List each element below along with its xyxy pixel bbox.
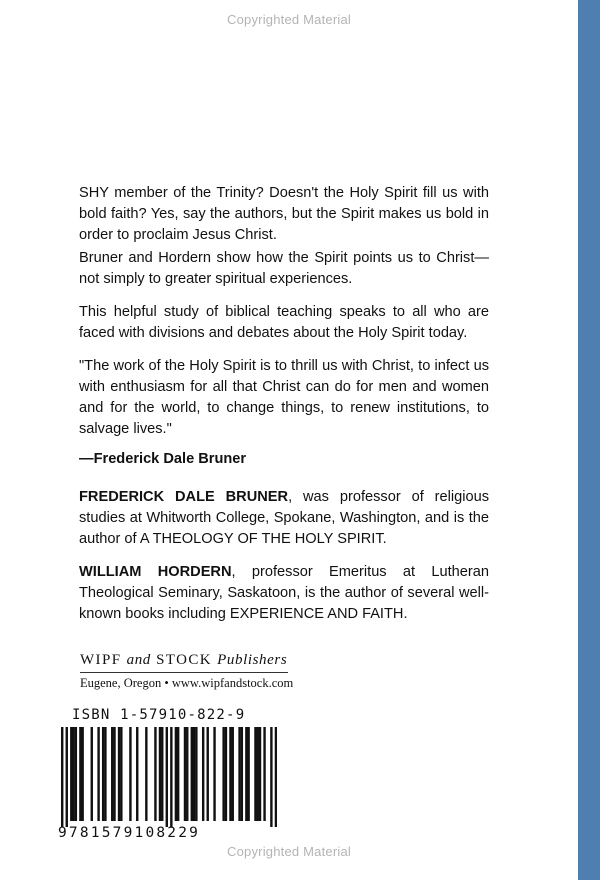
- quote-text: "The work of the Holy Spirit is to thrill us with Christ, to infect us with enthusiasm for all that Christ can do for men and women and for the world, to change things, to renew institutions, to salvage lives.": [79, 358, 489, 437]
- barcode-bar: [166, 727, 168, 827]
- blurb-text-3: This helpful study of biblical teaching speaks to all who are faced with divisions and debates about the Holy Spirit today.: [79, 304, 489, 341]
- watermark-top: Copyrighted Material: [227, 12, 351, 27]
- author-bio-bruner: [79, 487, 489, 550]
- author-name-bruner: FREDERICK DALE BRUNER: [79, 489, 289, 505]
- quote-signature: [79, 449, 489, 470]
- barcode-bar: [91, 727, 93, 821]
- barcode-bar: [270, 727, 272, 827]
- barcode-bar: [263, 727, 265, 821]
- barcode-bar: [222, 727, 224, 821]
- barcode-bar: [247, 727, 249, 821]
- spine-edge: [578, 0, 600, 880]
- barcode-bar: [229, 727, 231, 821]
- barcode-bar: [238, 727, 240, 821]
- barcode-bar: [232, 727, 234, 821]
- barcode-bar: [72, 727, 74, 821]
- publisher-name-1: WIPF: [80, 652, 122, 668]
- barcode-bar: [159, 727, 161, 821]
- publisher-location: Eugene, Oregon • www.wipfandstock.com: [80, 676, 294, 690]
- barcode-bar: [259, 727, 261, 821]
- publisher-rule: [80, 672, 288, 673]
- barcode-bar: [257, 727, 259, 821]
- blurb-paragraph-1: [79, 183, 489, 246]
- blurb-text-2: Bruner and Hordern show how the Spirit points us to Christ—not simply to greater spiritual experiences.: [79, 250, 489, 287]
- barcode-bar: [186, 727, 188, 821]
- barcode-bar: [75, 727, 77, 821]
- barcode-bar: [225, 727, 227, 821]
- barcode-bar: [195, 727, 197, 821]
- barcode-bar: [61, 727, 63, 827]
- barcode-bar: [102, 727, 104, 821]
- barcode: [61, 727, 277, 827]
- barcode-bar: [275, 727, 277, 827]
- barcode-bar: [70, 727, 72, 821]
- barcode-bars: [61, 727, 277, 827]
- barcode-bar: [104, 727, 106, 821]
- barcode-bar: [170, 727, 172, 827]
- barcode-bar: [129, 727, 131, 821]
- barcode-bar: [136, 727, 138, 821]
- isbn-label: ISBN 1-57910-822-9: [72, 707, 246, 723]
- barcode-bar: [111, 727, 113, 821]
- publisher-name-3: Publishers: [217, 652, 288, 668]
- blurb-paragraph-3: [79, 302, 489, 344]
- signature-text: —Frederick Dale Bruner: [79, 451, 247, 467]
- barcode-bar: [202, 727, 204, 821]
- author-name-hordern: WILLIAM HORDERN: [79, 564, 232, 580]
- barcode-bar: [177, 727, 179, 821]
- blurb-paragraph-2: [79, 248, 489, 290]
- barcode-bar: [193, 727, 195, 821]
- publisher-logo: [80, 652, 287, 669]
- barcode-bar: [81, 727, 83, 821]
- barcode-bar: [145, 727, 147, 821]
- barcode-bar: [254, 727, 256, 821]
- barcode-bar: [207, 727, 209, 821]
- barcode-bar: [118, 727, 120, 821]
- author-bio-hordern-text: , professor Emeritus at Lutheran Theological Seminary, Saskatoon, is the author of several well-known books including EXPERIENCE AND FAITH.: [79, 564, 490, 622]
- barcode-bar: [97, 727, 99, 821]
- barcode-bar: [120, 727, 122, 821]
- watermark-bottom: Copyrighted Material: [227, 844, 351, 859]
- publisher-name-and: and: [126, 652, 151, 668]
- barcode-digits: 9781579108229: [58, 825, 201, 841]
- blurb-text-1: SHY member of the Trinity? Doesn't the Holy Spirit fill us with bold faith? Yes, say the authors, but the Spirit makes us bold in order to proclaim Jesus Christ.: [79, 185, 489, 243]
- barcode-bar: [184, 727, 186, 821]
- publisher-name-2: STOCK: [156, 652, 212, 668]
- barcode-bar: [66, 727, 68, 827]
- author-bio-hordern: [79, 562, 489, 625]
- barcode-bar: [241, 727, 243, 821]
- barcode-bar: [245, 727, 247, 821]
- author-bio-bruner-text: , was professor of religious studies at Whitworth College, Spokane, Washington, and is the author of A THEOLOGY OF THE HOLY SPIRIT.: [79, 489, 489, 547]
- barcode-bar: [191, 727, 193, 821]
- quote-paragraph: [79, 356, 489, 440]
- barcode-bar: [79, 727, 81, 821]
- barcode-bar: [154, 727, 156, 821]
- barcode-bar: [161, 727, 163, 821]
- barcode-bar: [175, 727, 177, 821]
- barcode-bar: [113, 727, 115, 821]
- barcode-bar: [213, 727, 215, 821]
